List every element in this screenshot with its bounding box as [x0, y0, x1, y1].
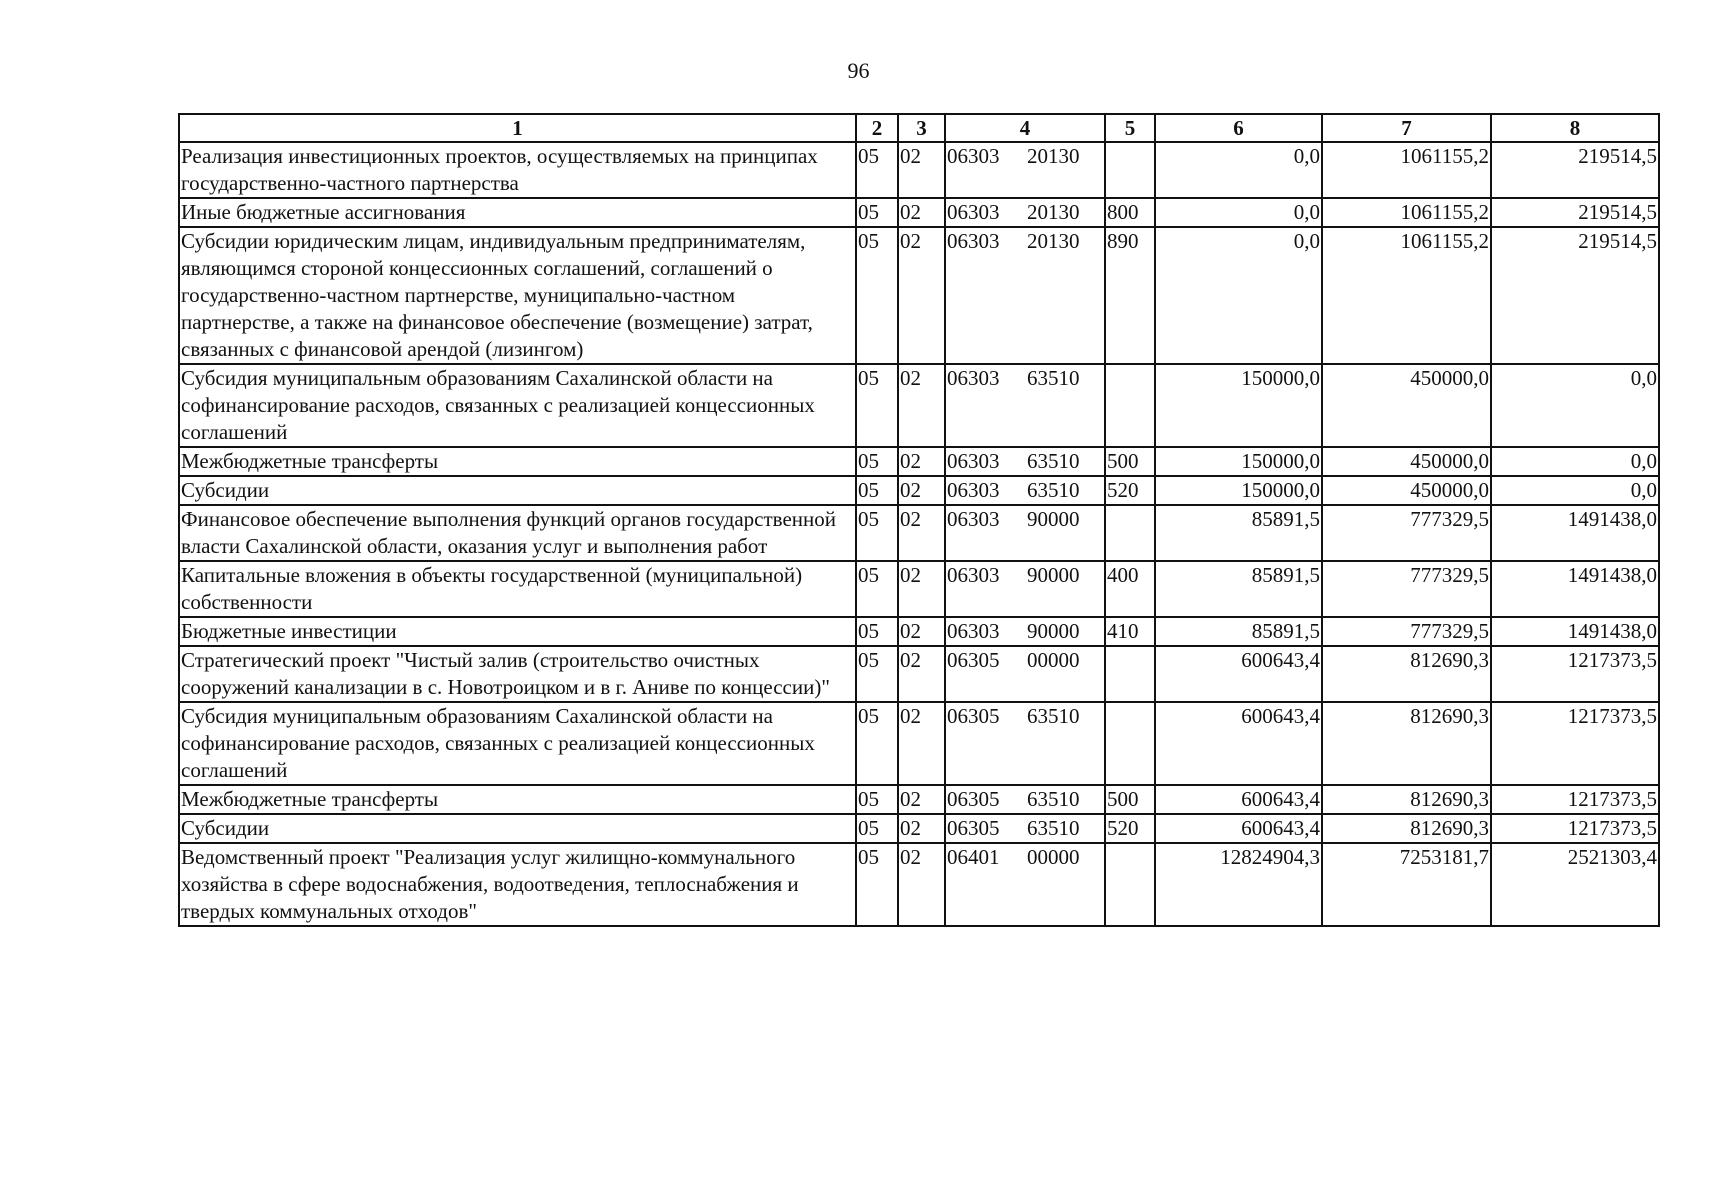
row-section-code: 05 [856, 785, 898, 814]
target-article-program-code: 06303 [947, 200, 1000, 224]
row-expense-type-code: 800 [1105, 198, 1155, 227]
target-article-program-code: 06305 [947, 816, 1000, 840]
row-name-cell: Капитальные вложения в объекты государственной (муниципальной) собственности [179, 561, 856, 617]
table-row [179, 476, 1659, 505]
row-value-col7: 450000,0 [1322, 447, 1491, 476]
target-article-program-code: 06401 [947, 845, 1000, 869]
row-section-code: 05 [856, 447, 898, 476]
row-name-cell: Межбюджетные трансферты [179, 785, 856, 814]
row-name-cell: Субсидии [179, 814, 856, 843]
row-expense-type-code [1105, 142, 1155, 198]
row-value-col6: 85891,5 [1155, 505, 1322, 561]
row-expense-type-code: 500 [1105, 785, 1155, 814]
row-expense-type-code: 400 [1105, 561, 1155, 617]
row-value-col8: 1491438,0 [1491, 505, 1659, 561]
row-target-article-code [945, 617, 1105, 646]
target-article-program-code: 06305 [947, 648, 1000, 672]
target-article-program-code: 06303 [947, 366, 1000, 390]
header-cell: 3 [898, 114, 945, 142]
row-value-col6: 85891,5 [1155, 561, 1322, 617]
row-name-cell: Субсидии юридическим лицам, индивидуальным предпринимателям, являющимся стороной концессионных соглашений, соглашений о государственно-частном партнерстве, муниципально-частном партнерстве, а также на финансовое обеспечение (возмещение) затрат, связанных с финансовой арендой (лизингом) [179, 227, 856, 364]
row-value-col8: 1217373,5 [1491, 785, 1659, 814]
row-value-col8: 0,0 [1491, 364, 1659, 447]
row-subsection-code: 02 [898, 702, 945, 785]
table-row [179, 617, 1659, 646]
row-value-col8: 0,0 [1491, 447, 1659, 476]
row-value-col6: 0,0 [1155, 227, 1322, 364]
row-value-col7: 450000,0 [1322, 364, 1491, 447]
row-target-article-code [945, 476, 1105, 505]
target-article-program-code: 06305 [947, 787, 1000, 811]
header-cell: 7 [1322, 114, 1491, 142]
row-name-cell: Межбюджетные трансферты [179, 447, 856, 476]
table-row [179, 364, 1659, 447]
row-section-code: 05 [856, 142, 898, 198]
target-article-direction-code: 63510 [1027, 816, 1080, 840]
row-subsection-code: 02 [898, 198, 945, 227]
row-name-cell: Субсидия муниципальным образованиям Сахалинской области на софинансирование расходов, связанных с реализацией концессионных соглашений [179, 364, 856, 447]
target-article-direction-code: 63510 [1027, 478, 1080, 502]
row-section-code: 05 [856, 617, 898, 646]
row-value-col7: 812690,3 [1322, 646, 1491, 702]
page-number: 96 [847, 58, 870, 83]
row-value-col8: 1217373,5 [1491, 702, 1659, 785]
row-value-col8: 219514,5 [1491, 142, 1659, 198]
target-article-program-code: 06303 [947, 449, 1000, 473]
target-article-direction-code: 90000 [1027, 619, 1080, 643]
table-row [179, 561, 1659, 617]
target-article-direction-code: 20130 [1027, 229, 1080, 253]
target-article-direction-code: 90000 [1027, 507, 1080, 531]
table-row [179, 505, 1659, 561]
row-value-col7: 812690,3 [1322, 702, 1491, 785]
table-body [179, 142, 1659, 926]
row-value-col6: 600643,4 [1155, 814, 1322, 843]
row-value-col6: 150000,0 [1155, 476, 1322, 505]
row-section-code: 05 [856, 505, 898, 561]
row-section-code: 05 [856, 814, 898, 843]
row-target-article-code [945, 646, 1105, 702]
header-cell: 1 [179, 114, 856, 142]
row-value-col8: 1217373,5 [1491, 814, 1659, 843]
target-article-direction-code: 20130 [1027, 144, 1080, 168]
header-cell: 8 [1491, 114, 1659, 142]
header-cell: 6 [1155, 114, 1322, 142]
row-value-col7: 777329,5 [1322, 617, 1491, 646]
row-target-article-code [945, 447, 1105, 476]
row-expense-type-code: 500 [1105, 447, 1155, 476]
row-name-cell: Субсидия муниципальным образованиям Сахалинской области на софинансирование расходов, связанных с реализацией концессионных соглашений [179, 702, 856, 785]
target-article-direction-code: 20130 [1027, 200, 1080, 224]
row-name-cell: Ведомственный проект "Реализация услуг жилищно-коммунального хозяйства в сфере водоснабжения, водоотведения, теплоснабжения и твердых коммунальных отходов" [179, 843, 856, 926]
row-expense-type-code [1105, 646, 1155, 702]
row-target-article-code [945, 561, 1105, 617]
target-article-direction-code: 00000 [1027, 648, 1080, 672]
row-value-col6: 0,0 [1155, 142, 1322, 198]
table-row [179, 843, 1659, 926]
target-article-program-code: 06303 [947, 478, 1000, 502]
row-name-cell: Субсидии [179, 476, 856, 505]
target-article-program-code: 06303 [947, 229, 1000, 253]
target-article-direction-code: 63510 [1027, 704, 1080, 728]
row-value-col6: 600643,4 [1155, 785, 1322, 814]
row-value-col7: 1061155,2 [1322, 227, 1491, 364]
row-value-col6: 0,0 [1155, 198, 1322, 227]
row-value-col8: 219514,5 [1491, 227, 1659, 364]
target-article-direction-code: 90000 [1027, 563, 1080, 587]
target-article-program-code: 06303 [947, 507, 1000, 531]
table-row [179, 447, 1659, 476]
target-article-direction-code: 00000 [1027, 845, 1080, 869]
target-article-program-code: 06305 [947, 704, 1000, 728]
row-value-col8: 1491438,0 [1491, 617, 1659, 646]
row-expense-type-code: 520 [1105, 814, 1155, 843]
row-expense-type-code [1105, 843, 1155, 926]
table-row [179, 227, 1659, 364]
row-target-article-code [945, 364, 1105, 447]
row-section-code: 05 [856, 561, 898, 617]
row-value-col8: 1217373,5 [1491, 646, 1659, 702]
row-subsection-code: 02 [898, 364, 945, 447]
row-subsection-code: 02 [898, 227, 945, 364]
row-expense-type-code: 520 [1105, 476, 1155, 505]
row-value-col8: 2521303,4 [1491, 843, 1659, 926]
target-article-direction-code: 63510 [1027, 787, 1080, 811]
row-section-code: 05 [856, 646, 898, 702]
row-section-code: 05 [856, 476, 898, 505]
row-name-cell: Иные бюджетные ассигнования [179, 198, 856, 227]
row-section-code: 05 [856, 364, 898, 447]
row-subsection-code: 02 [898, 617, 945, 646]
row-target-article-code [945, 785, 1105, 814]
row-value-col6: 600643,4 [1155, 702, 1322, 785]
row-value-col7: 1061155,2 [1322, 198, 1491, 227]
row-subsection-code: 02 [898, 814, 945, 843]
row-value-col7: 777329,5 [1322, 561, 1491, 617]
row-value-col7: 1061155,2 [1322, 142, 1491, 198]
row-target-article-code [945, 227, 1105, 364]
target-article-direction-code: 63510 [1027, 366, 1080, 390]
header-cell: 5 [1105, 114, 1155, 142]
row-value-col7: 7253181,7 [1322, 843, 1491, 926]
header-cell: 4 [945, 114, 1105, 142]
row-value-col6: 600643,4 [1155, 646, 1322, 702]
row-subsection-code: 02 [898, 142, 945, 198]
row-value-col7: 450000,0 [1322, 476, 1491, 505]
row-value-col8: 0,0 [1491, 476, 1659, 505]
target-article-program-code: 06303 [947, 144, 1000, 168]
row-subsection-code: 02 [898, 476, 945, 505]
table-row [179, 702, 1659, 785]
row-section-code: 05 [856, 843, 898, 926]
row-name-cell: Бюджетные инвестиции [179, 617, 856, 646]
row-subsection-code: 02 [898, 447, 945, 476]
header-cell: 2 [856, 114, 898, 142]
row-section-code: 05 [856, 702, 898, 785]
row-subsection-code: 02 [898, 843, 945, 926]
table-row [179, 814, 1659, 843]
row-subsection-code: 02 [898, 646, 945, 702]
row-target-article-code [945, 814, 1105, 843]
table-row [179, 142, 1659, 198]
row-value-col8: 1491438,0 [1491, 561, 1659, 617]
row-name-cell: Стратегический проект "Чистый залив (строительство очистных сооружений канализации в с. Новотроицком и в г. Аниве по концессии)" [179, 646, 856, 702]
row-value-col7: 812690,3 [1322, 785, 1491, 814]
row-target-article-code [945, 142, 1105, 198]
row-subsection-code: 02 [898, 785, 945, 814]
row-target-article-code [945, 843, 1105, 926]
row-value-col6: 150000,0 [1155, 364, 1322, 447]
row-name-cell: Финансовое обеспечение выполнения функций органов государственной власти Сахалинской области, оказания услуг и выполнения работ [179, 505, 856, 561]
table-row [179, 646, 1659, 702]
row-expense-type-code [1105, 505, 1155, 561]
row-expense-type-code [1105, 364, 1155, 447]
row-value-col7: 777329,5 [1322, 505, 1491, 561]
target-article-program-code: 06303 [947, 619, 1000, 643]
target-article-program-code: 06303 [947, 563, 1000, 587]
row-value-col6: 150000,0 [1155, 447, 1322, 476]
row-expense-type-code [1105, 702, 1155, 785]
header-row [179, 114, 1659, 142]
row-expense-type-code: 890 [1105, 227, 1155, 364]
row-target-article-code [945, 198, 1105, 227]
row-section-code: 05 [856, 227, 898, 364]
row-value-col7: 812690,3 [1322, 814, 1491, 843]
row-value-col6: 85891,5 [1155, 617, 1322, 646]
row-expense-type-code: 410 [1105, 617, 1155, 646]
table-row [179, 198, 1659, 227]
budget-table [178, 113, 1660, 927]
row-target-article-code [945, 505, 1105, 561]
row-target-article-code [945, 702, 1105, 785]
row-value-col8: 219514,5 [1491, 198, 1659, 227]
row-value-col6: 12824904,3 [1155, 843, 1322, 926]
row-section-code: 05 [856, 198, 898, 227]
row-name-cell: Реализация инвестиционных проектов, осуществляемых на принципах государственно-частного партнерства [179, 142, 856, 198]
row-subsection-code: 02 [898, 505, 945, 561]
target-article-direction-code: 63510 [1027, 449, 1080, 473]
row-subsection-code: 02 [898, 561, 945, 617]
table-row [179, 785, 1659, 814]
